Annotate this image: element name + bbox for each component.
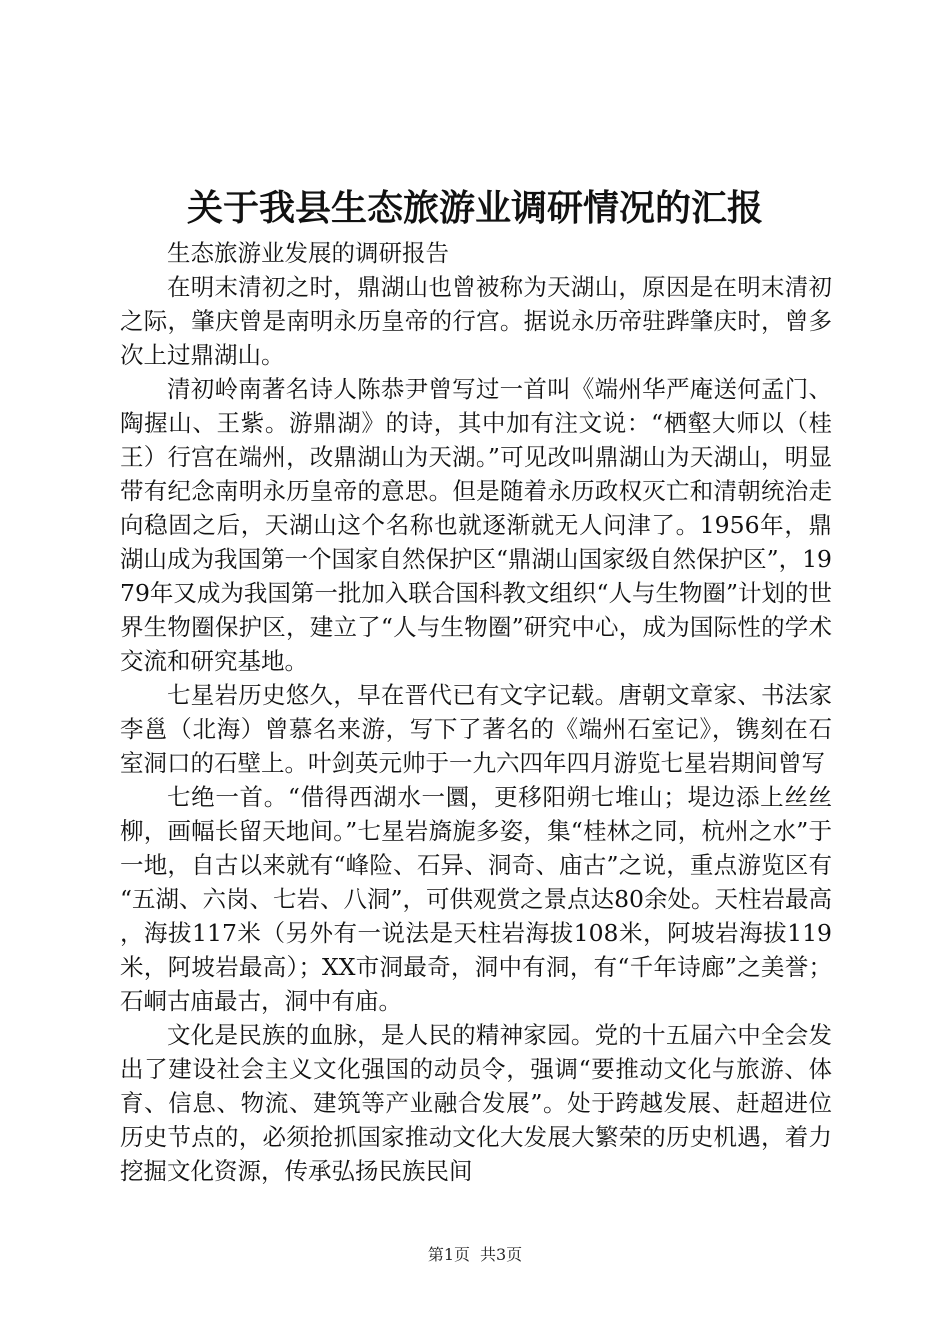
document-body bbox=[120, 236, 832, 1188]
page-total: 共3页 bbox=[480, 1245, 523, 1264]
document-title: 关于我县生态旅游业调研情况的汇报 bbox=[186, 187, 763, 229]
body-paragraph: 文化是民族的血脉，是人民的精神家园。党的十五届六中全会发出了建设社会主义文化强国的动员令，强调“要推动文化与旅游、体育、信息、物流、建筑等产业融合发展”。处于跨越发展、赶超进位历史节点的，必须抢抓国家推动文化大发展大繁荣的历史机遇，着力挖掘文化资源，传承弘扬民族民间 bbox=[120, 1021, 832, 1185]
subtitle-paragraph: 生态旅游业发展的调研报告 bbox=[167, 239, 449, 267]
page-footer bbox=[0, 1244, 950, 1266]
body-paragraph: 七星岩历史悠久，早在晋代已有文字记载。唐朝文章家、书法家李邕（北海）曾慕名来游，写下了著名的《端州石室记》，镌刻在石室洞口的石壁上。叶剑英元帅于一九六四年四月游览七星岩期间曾写 bbox=[120, 681, 832, 777]
body-paragraph: 在明末清初之时，鼎湖山也曾被称为天湖山，原因是在明末清初之际，肇庆曾是南明永历皇帝的行宫。据说永历帝驻跸肇庆时，曾多次上过鼎湖山。 bbox=[120, 273, 832, 369]
body-paragraph: 清初岭南著名诗人陈恭尹曾写过一首叫《端州华严庵送何孟门、陶握山、王紫。游鼎湖》的诗，其中加有注文说：“栖壑大师以（桂王）行宫在端州，改鼎湖山为天湖。”可见改叫鼎湖山为天湖山，明显带有纪念南明永历皇帝的意思。但是随着永历政权灭亡和清朝统治走向稳固之后，天湖山这个名称也就逐渐就无人问津了。1956年，鼎湖山成为我国第一个国家自然保护区“鼎湖山国家级自然保护区”，1979年又成为我国第一批加入联合国科教文组织“人与生物圈”计划的世界生物圈保护区，建立了“人与生物圈”研究中心，成为国际性的学术交流和研究基地。 bbox=[120, 375, 832, 675]
body-paragraph: 七绝一首。“借得西湖水一圜，更移阳朔七堆山；堤边添上丝丝柳，画幅长留天地间。”七星岩旖旎多姿，集“桂林之同，杭州之水”于一地，自古以来就有“峰险、石异、洞奇、庙古”之说，重点游览区有“五湖、六岗、七岩、八洞”，可供观赏之景点达80余处。天柱岩最高，海拔117米（另外有一说法是天柱岩海拔108米，阿坡岩海拔119米，阿坡岩最高）；XX市洞最奇，洞中有洞，有“千年诗廊”之美誉；石峒古庙最古，洞中有庙。 bbox=[120, 783, 832, 1015]
page-number: 第1页 bbox=[427, 1245, 470, 1264]
